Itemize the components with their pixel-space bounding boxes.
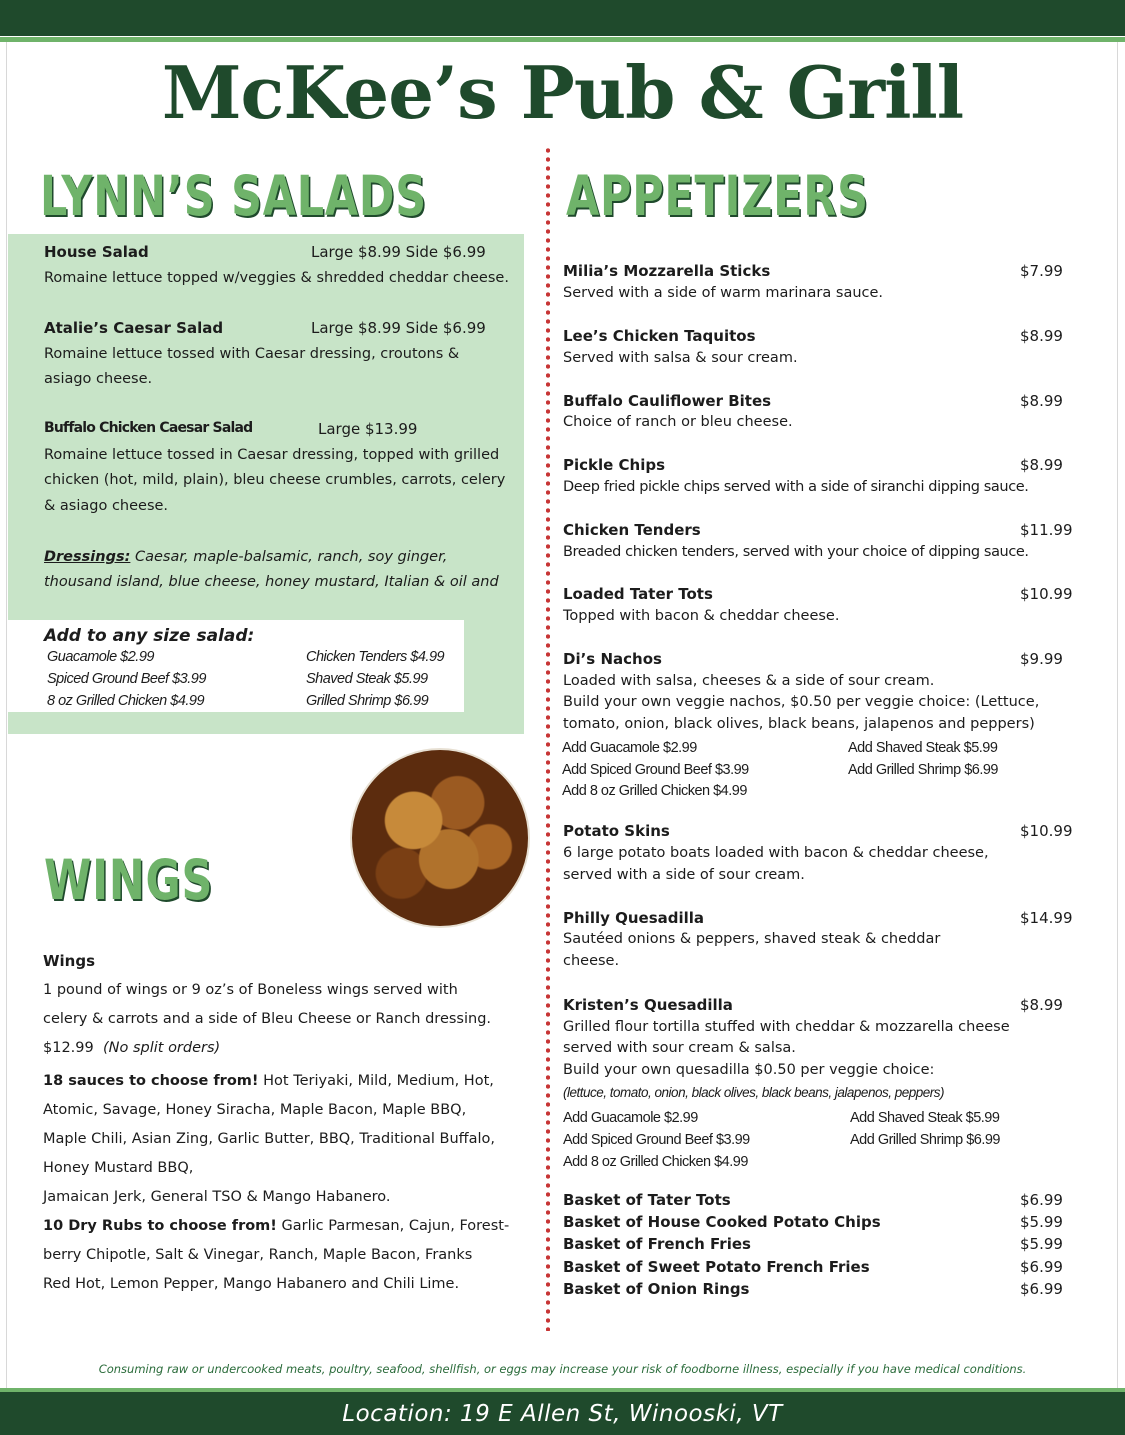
food-safety-disclaimer: Consuming raw or undercooked meats, poultry, seafood, shellfish, or eggs may increase your risk of foodborne illness, especially if you have medical conditions. [98,1362,1027,1376]
wings-price: $12.99 [43,1040,94,1056]
appetizer-name: Di’s Nachos [563,650,662,668]
top-banner [0,0,1125,36]
salad-addon: Grilled Shrimp $6.99 [306,693,429,709]
wings-item-name: Wings [43,952,96,970]
appetizer-name: Milia’s Mozzarella Sticks [563,262,771,280]
salad-addon: Chicken Tenders $4.99 [306,649,445,665]
basket-name: Basket of House Cooked Potato Chips [563,1213,881,1231]
appetizer-desc: Deep fried pickle chips served with a side of siranchi dipping sauce. [563,479,1029,495]
wings-price-line [43,1040,220,1056]
appetizer-name: Pickle Chips [563,456,666,474]
rubs-text: Garlic Parmesan, Cajun, Forest- [276,1218,510,1234]
appetizer-desc: Served with a side of warm marinara sauce. [563,285,884,301]
dressings-text: Caesar, maple-balsamic, ranch, soy ginger, [130,549,448,565]
appetizer-price: $8.99 [1020,996,1063,1014]
appetizer-price: $8.99 [1020,456,1063,474]
appetizer-price: $9.99 [1020,650,1063,668]
appetizer-desc: served with a side of sour cream. [563,867,805,883]
appetizers-heading: APPETIZERS [566,164,869,228]
rubs-text: Red Hot, Lemon Pepper, Mango Habanero and Chili Lime. [43,1276,460,1292]
dressings-text: thousand island, blue cheese, honey mustard, Italian & oil and [44,574,499,590]
location-text: Location: 19 E Allen St, Winooski, VT [342,1401,783,1427]
appetizer-desc: 6 large potato boats loaded with bacon & cheddar cheese, [563,845,989,861]
salad-price: Large $13.99 [318,420,418,438]
salad-name: Buffalo Chicken Caesar Salad [44,420,253,436]
sauces-text: Honey Mustard BBQ, [43,1160,194,1176]
salad-desc: Romaine lettuce tossed in Caesar dressing, topped with grilled [44,447,500,463]
wings-price-note: (No split orders) [102,1040,221,1056]
salad-desc: asiago cheese. [44,371,153,387]
quesadilla-addon: Add Grilled Shrimp $6.99 [850,1132,1000,1148]
basket-name: Basket of Onion Rings [563,1280,750,1298]
sauces-text: Atomic, Savage, Honey Siracha, Maple Bacon, Maple BBQ, [43,1102,467,1118]
salad-addons-heading: Add to any size salad: [44,626,255,646]
salad-addon: 8 oz Grilled Chicken $4.99 [47,693,205,709]
page-border-right [1117,42,1118,1392]
sauces-label: 18 sauces to choose from! [43,1073,259,1089]
appetizer-name: Loaded Tater Tots [563,585,713,603]
basket-name: Basket of Tater Tots [563,1191,731,1209]
appetizer-desc: Build your own veggie nachos, $0.50 per veggie choice: (Lettuce, [563,694,1040,710]
salad-desc: Romaine lettuce tossed with Caesar dressing, croutons & [44,346,460,362]
appetizer-price: $14.99 [1020,909,1073,927]
salad-price: Large $8.99 Side $6.99 [311,319,486,337]
salad-desc: & asiago cheese. [44,498,169,514]
appetizer-name: Lee’s Chicken Taquitos [563,327,756,345]
appetizer-desc: Choice of ranch or bleu cheese. [563,414,793,430]
quesadilla-addon: Add Shaved Steak $5.99 [850,1110,1000,1126]
appetizer-name: Kristen’s Quesadilla [563,996,733,1014]
basket-price: $6.99 [1020,1191,1063,1209]
basket-price: $6.99 [1020,1258,1063,1276]
page-border-left [6,42,7,1392]
appetizer-price: $10.99 [1020,822,1073,840]
basket-price: $6.99 [1020,1280,1063,1298]
nachos-addon: Add Grilled Shrimp $6.99 [848,762,998,778]
column-divider-dots [546,146,550,1331]
salad-addon: Guacamole $2.99 [47,649,154,665]
sauces-text: Jamaican Jerk, General TSO & Mango Habanero. [43,1189,391,1205]
appetizer-price: $7.99 [1020,262,1063,280]
appetizer-price: $10.99 [1020,585,1073,603]
appetizer-price: $8.99 [1020,327,1063,345]
nachos-addon: Add 8 oz Grilled Chicken $4.99 [562,783,747,799]
appetizer-desc: Grilled flour tortilla stuffed with cheddar & mozzarella cheese [563,1019,1010,1035]
basket-name: Basket of French Fries [563,1235,751,1253]
quesadilla-veggies: (lettuce, tomato, onion, black olives, black beans, jalapenos, peppers) [563,1085,944,1100]
rubs-label: 10 Dry Rubs to choose from! [43,1218,277,1234]
salad-name: House Salad [44,243,149,261]
nachos-addon: Add Spiced Ground Beef $3.99 [562,762,749,778]
appetizer-desc: cheese. [563,953,620,969]
sauces-text: Hot Teriyaki, Mild, Medium, Hot, [258,1073,494,1089]
sauces-text: Maple Chili, Asian Zing, Garlic Butter, BBQ, Traditional Buffalo, [43,1131,496,1147]
top-accent-line [0,37,1125,42]
rubs-text: berry Chipotle, Salt & Vinegar, Ranch, Maple Bacon, Franks [43,1247,473,1263]
dressings-line [44,549,447,565]
sauces-line [43,1073,494,1089]
appetizer-price: $11.99 [1020,521,1073,539]
nachos-addon: Add Shaved Steak $5.99 [848,740,998,756]
appetizer-desc: Served with salsa & sour cream. [563,350,798,366]
basket-price: $5.99 [1020,1235,1063,1253]
appetizer-desc: Sautéed onions & peppers, shaved steak & cheddar [563,931,941,947]
salad-desc: Romaine lettuce topped w/veggies & shredded cheddar cheese. [44,270,509,286]
rubs-line [43,1218,509,1234]
wings-photo-image [350,748,530,928]
appetizer-desc: Topped with bacon & cheddar cheese. [563,608,840,624]
appetizer-desc: Loaded with salsa, cheeses & a side of sour cream. [563,673,935,689]
salad-desc: chicken (hot, mild, plain), bleu cheese crumbles, carrots, celery [44,472,506,488]
appetizer-name: Buffalo Cauliflower Bites [563,392,772,410]
appetizer-desc: served with sour cream & salsa. [563,1040,796,1056]
quesadilla-addon: Add 8 oz Grilled Chicken $4.99 [563,1154,748,1170]
quesadilla-addon: Add Spiced Ground Beef $3.99 [563,1132,750,1148]
nachos-addon: Add Guacamole $2.99 [562,740,697,756]
appetizer-desc: Breaded chicken tenders, served with your choice of dipping sauce. [563,544,1029,560]
basket-price: $5.99 [1020,1213,1063,1231]
wings-desc: celery & carrots and a side of Bleu Cheese or Ranch dressing. [43,1011,492,1027]
appetizer-name: Potato Skins [563,822,670,840]
restaurant-title: McKee’s Pub & Grill [161,50,964,135]
salad-name: Atalie’s Caesar Salad [44,319,224,337]
dressings-label: Dressings: [44,549,131,565]
quesadilla-addon: Add Guacamole $2.99 [563,1110,698,1126]
salads-heading: LYNN’S SALADS [40,164,427,228]
wings-heading: WINGS [44,848,214,912]
appetizer-name: Chicken Tenders [563,521,701,539]
appetizer-name: Philly Quesadilla [563,909,705,927]
wings-desc: 1 pound of wings or 9 oz’s of Boneless wings served with [43,982,458,998]
salad-price: Large $8.99 Side $6.99 [311,243,486,261]
appetizer-desc: Build your own quesadilla $0.50 per veggie choice: [563,1062,935,1078]
basket-name: Basket of Sweet Potato French Fries [563,1258,870,1276]
appetizer-desc: tomato, onion, black olives, black beans, jalapenos and peppers) [563,716,1035,732]
salad-addon: Shaved Steak $5.99 [306,671,428,687]
appetizer-price: $8.99 [1020,392,1063,410]
salad-addon: Spiced Ground Beef $3.99 [47,671,206,687]
